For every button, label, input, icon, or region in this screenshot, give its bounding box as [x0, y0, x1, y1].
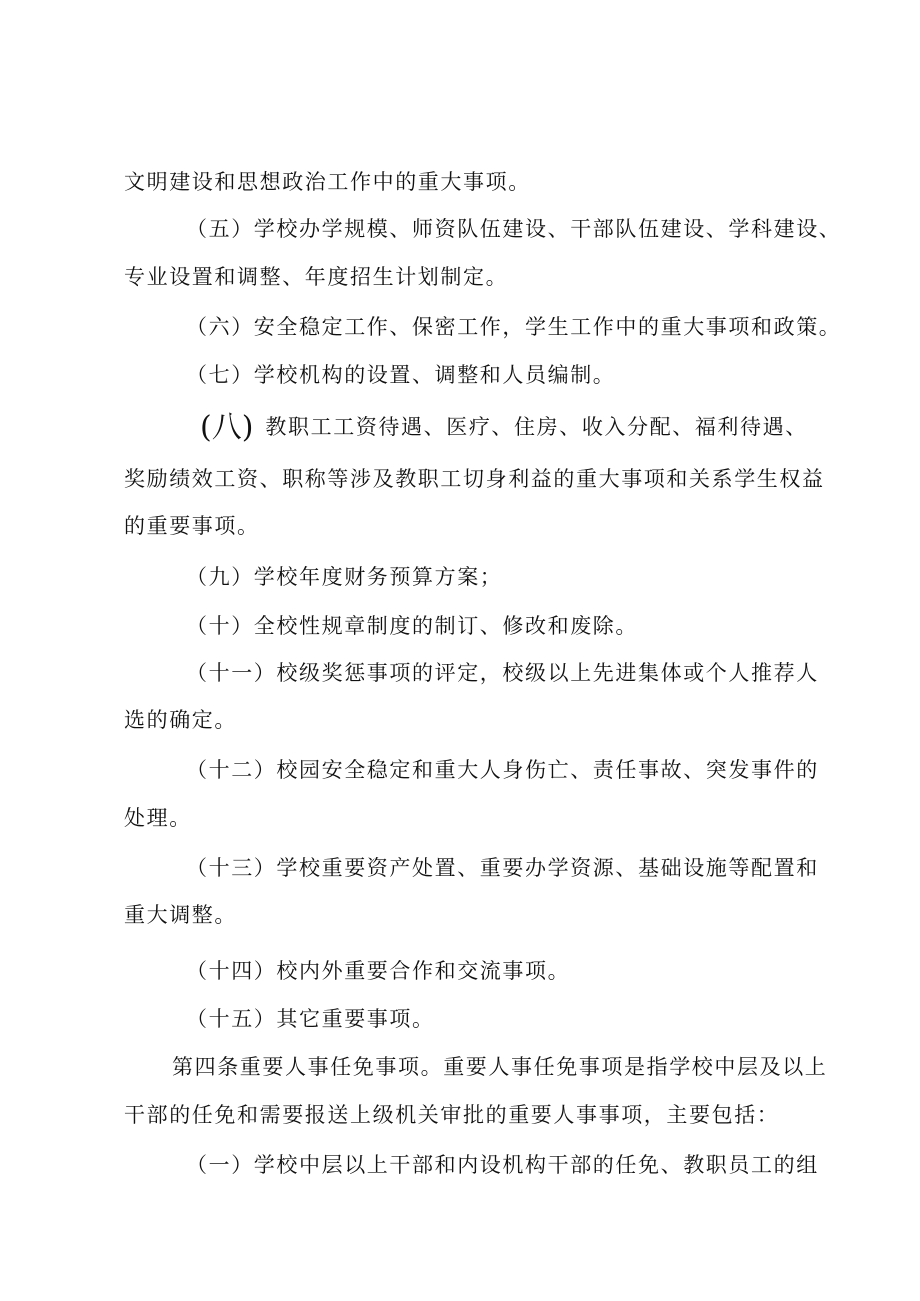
text-line: （一）学校中层以上干部和内设机构干部的任免、教职员工的组 — [186, 1153, 819, 1177]
text-line: 奖励绩效工资、职称等涉及教职工切身利益的重大事项和关系学生权益 — [124, 467, 825, 491]
text-line: （十五）其它重要事项。 — [186, 1007, 435, 1031]
text-line: 干部的任免和需要报送上级机关审批的重要人事事项，主要包括： — [124, 1103, 780, 1127]
text-line: 第四条重要人事任免事项。重要人事任免事项是指学校中层及以上 — [172, 1055, 828, 1079]
text-line: 处理。 — [124, 806, 192, 830]
text-line: （六）安全稳定工作、保密工作，学生工作中的重大事项和政策。 — [186, 315, 842, 339]
text-line: （十二）校园安全稳定和重大人身伤亡、责任事故、突发事件的 — [186, 758, 819, 782]
text-line: 重大调整。 — [124, 903, 237, 927]
text-line: 专业设置和调整、年度招生计划制定。 — [124, 265, 509, 289]
text-line: （十一）校级奖惩事项的评定，校级以上先进集体或个人推荐人 — [186, 661, 819, 685]
text-line: 文明建设和思想政治工作中的重大事项。 — [124, 170, 531, 194]
text-line: （十）全校性规章制度的制订、修改和废除。 — [186, 614, 638, 638]
text-line: （十四）校内外重要合作和交流事项。 — [186, 959, 571, 983]
text-line: （七）学校机构的设置、调整和人员编制。 — [186, 363, 616, 387]
text-line: （十三）学校重要资产处置、重要办学资源、基础设施等配置和 — [186, 856, 819, 880]
text-line: （九）学校年度财务预算方案； — [186, 565, 503, 589]
item-8-marker: (八) — [200, 410, 254, 445]
text-line: 的重要事项。 — [124, 514, 260, 538]
item-8-line — [200, 410, 808, 445]
text-line: 选的确定。 — [124, 708, 237, 732]
text-line: （五）学校办学规模、师资队伍建设、干部队伍建设、学科建设、 — [186, 217, 842, 241]
item-8-text: 教职工工资待遇、医疗、住房、收入分配、福利待遇、 — [265, 415, 808, 439]
